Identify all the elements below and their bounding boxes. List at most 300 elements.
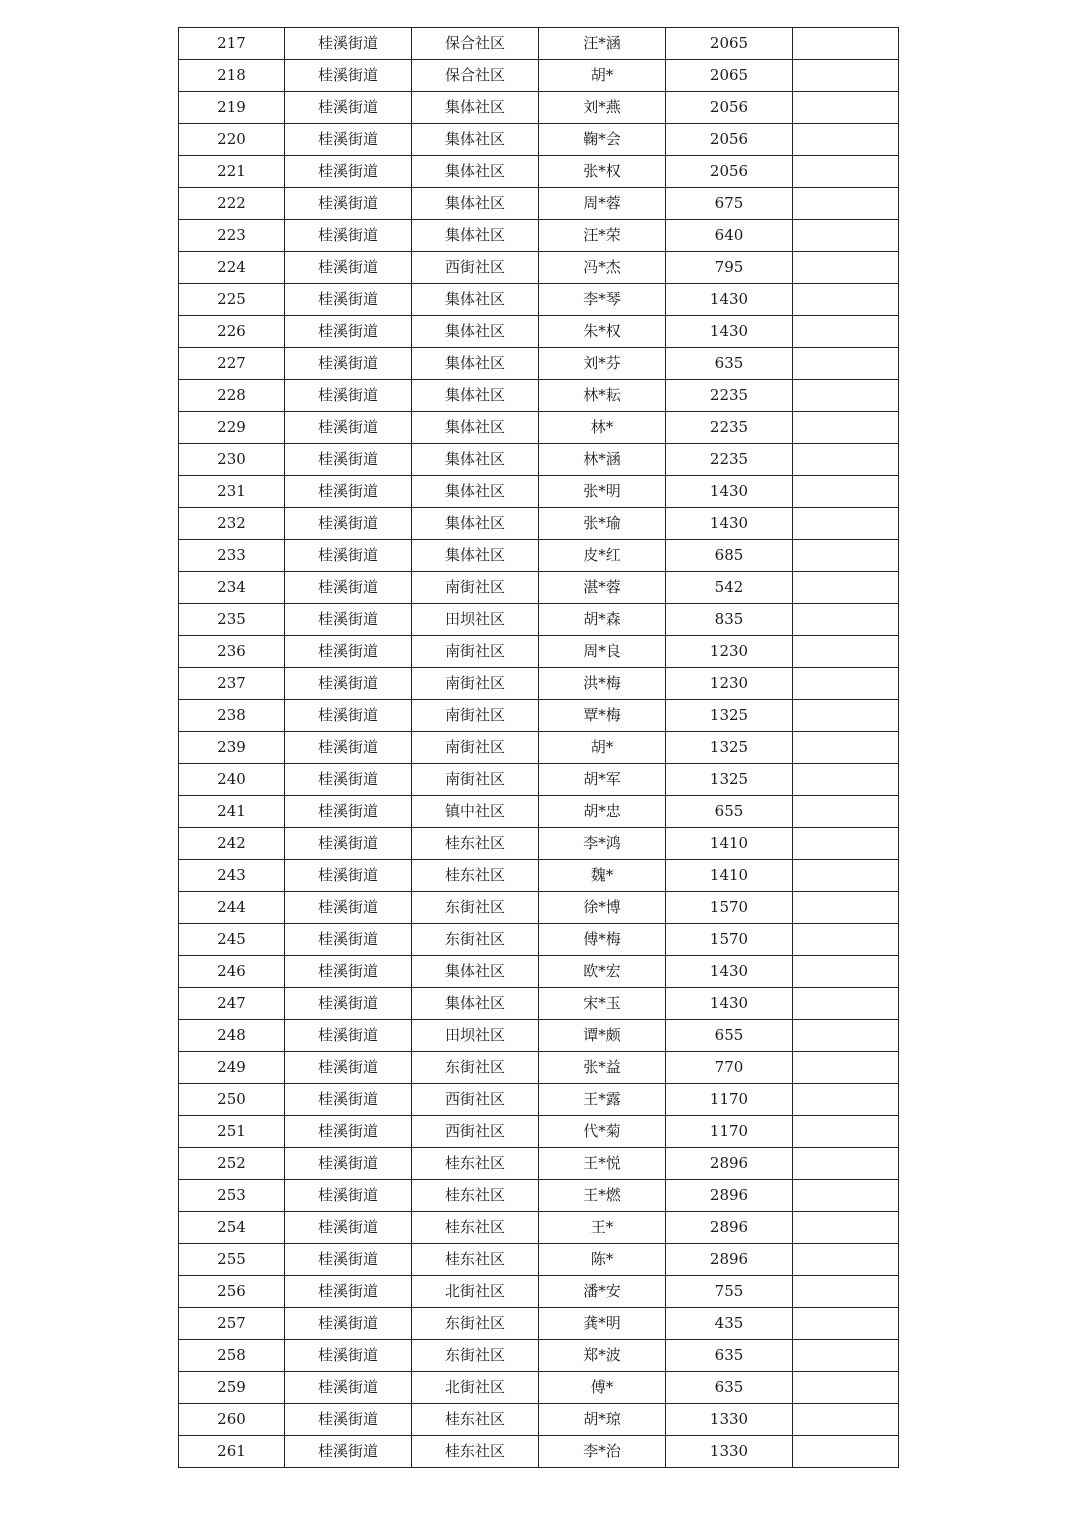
remark-cell (793, 220, 899, 252)
amount-cell: 1325 (666, 700, 793, 732)
remark-cell (793, 764, 899, 796)
community-cell: 西街社区 (412, 1084, 539, 1116)
table-row (179, 1212, 899, 1244)
table-row (179, 860, 899, 892)
street-cell: 桂溪街道 (285, 28, 412, 60)
street-cell: 桂溪街道 (285, 1372, 412, 1404)
row-number-cell: 232 (179, 508, 285, 540)
table-row (179, 572, 899, 604)
row-number-cell: 247 (179, 988, 285, 1020)
street-cell: 桂溪街道 (285, 1116, 412, 1148)
table-row (179, 412, 899, 444)
name-cell: 胡* (539, 732, 666, 764)
community-cell: 集体社区 (412, 444, 539, 476)
amount-cell: 1430 (666, 316, 793, 348)
name-cell: 张*瑜 (539, 508, 666, 540)
street-cell: 桂溪街道 (285, 732, 412, 764)
name-cell: 刘*燕 (539, 92, 666, 124)
name-cell: 皮*红 (539, 540, 666, 572)
remark-cell (793, 444, 899, 476)
name-cell: 李*鸿 (539, 828, 666, 860)
street-cell: 桂溪街道 (285, 124, 412, 156)
roster-table-body (179, 28, 899, 1468)
row-number-cell: 223 (179, 220, 285, 252)
amount-cell: 1330 (666, 1436, 793, 1468)
community-cell: 保合社区 (412, 28, 539, 60)
amount-cell: 685 (666, 540, 793, 572)
street-cell: 桂溪街道 (285, 1340, 412, 1372)
row-number-cell: 257 (179, 1308, 285, 1340)
table-row (179, 1276, 899, 1308)
table-row (179, 92, 899, 124)
street-cell: 桂溪街道 (285, 92, 412, 124)
name-cell: 李*琴 (539, 284, 666, 316)
remark-cell (793, 28, 899, 60)
amount-cell: 2056 (666, 92, 793, 124)
street-cell: 桂溪街道 (285, 412, 412, 444)
name-cell: 汪*荣 (539, 220, 666, 252)
row-number-cell: 243 (179, 860, 285, 892)
street-cell: 桂溪街道 (285, 380, 412, 412)
table-row (179, 476, 899, 508)
table-row (179, 1180, 899, 1212)
street-cell: 桂溪街道 (285, 1212, 412, 1244)
remark-cell (793, 956, 899, 988)
community-cell: 桂东社区 (412, 1404, 539, 1436)
community-cell: 东街社区 (412, 1308, 539, 1340)
name-cell: 洪*梅 (539, 668, 666, 700)
street-cell: 桂溪街道 (285, 1404, 412, 1436)
street-cell: 桂溪街道 (285, 1052, 412, 1084)
street-cell: 桂溪街道 (285, 860, 412, 892)
community-cell: 北街社区 (412, 1372, 539, 1404)
table-row (179, 1084, 899, 1116)
remark-cell (793, 476, 899, 508)
remark-cell (793, 988, 899, 1020)
name-cell: 谭*颇 (539, 1020, 666, 1052)
street-cell: 桂溪街道 (285, 444, 412, 476)
row-number-cell: 217 (179, 28, 285, 60)
table-row (179, 508, 899, 540)
amount-cell: 755 (666, 1276, 793, 1308)
table-row (179, 1308, 899, 1340)
table-row (179, 956, 899, 988)
table-row (179, 284, 899, 316)
row-number-cell: 250 (179, 1084, 285, 1116)
name-cell: 王*燃 (539, 1180, 666, 1212)
street-cell: 桂溪街道 (285, 636, 412, 668)
table-row (179, 764, 899, 796)
name-cell: 胡*军 (539, 764, 666, 796)
street-cell: 桂溪街道 (285, 956, 412, 988)
name-cell: 周*蓉 (539, 188, 666, 220)
remark-cell (793, 668, 899, 700)
remark-cell (793, 1212, 899, 1244)
remark-cell (793, 1276, 899, 1308)
name-cell: 郑*波 (539, 1340, 666, 1372)
remark-cell (793, 604, 899, 636)
remark-cell (793, 508, 899, 540)
row-number-cell: 235 (179, 604, 285, 636)
table-row (179, 668, 899, 700)
remark-cell (793, 1372, 899, 1404)
street-cell: 桂溪街道 (285, 700, 412, 732)
row-number-cell: 231 (179, 476, 285, 508)
row-number-cell: 261 (179, 1436, 285, 1468)
name-cell: 代*菊 (539, 1116, 666, 1148)
street-cell: 桂溪街道 (285, 1180, 412, 1212)
amount-cell: 1430 (666, 284, 793, 316)
table-row (179, 1148, 899, 1180)
street-cell: 桂溪街道 (285, 156, 412, 188)
table-row (179, 1372, 899, 1404)
table-row (179, 540, 899, 572)
remark-cell (793, 924, 899, 956)
community-cell: 南街社区 (412, 732, 539, 764)
remark-cell (793, 1148, 899, 1180)
row-number-cell: 229 (179, 412, 285, 444)
amount-cell: 2896 (666, 1212, 793, 1244)
remark-cell (793, 572, 899, 604)
amount-cell: 1170 (666, 1116, 793, 1148)
row-number-cell: 238 (179, 700, 285, 732)
street-cell: 桂溪街道 (285, 1148, 412, 1180)
row-number-cell: 246 (179, 956, 285, 988)
remark-cell (793, 1308, 899, 1340)
table-row (179, 348, 899, 380)
row-number-cell: 253 (179, 1180, 285, 1212)
remark-cell (793, 188, 899, 220)
amount-cell: 1430 (666, 476, 793, 508)
amount-cell: 635 (666, 348, 793, 380)
table-row (179, 828, 899, 860)
community-cell: 集体社区 (412, 508, 539, 540)
remark-cell (793, 1244, 899, 1276)
remark-cell (793, 348, 899, 380)
street-cell: 桂溪街道 (285, 764, 412, 796)
community-cell: 集体社区 (412, 348, 539, 380)
amount-cell: 1325 (666, 764, 793, 796)
row-number-cell: 260 (179, 1404, 285, 1436)
row-number-cell: 245 (179, 924, 285, 956)
street-cell: 桂溪街道 (285, 1244, 412, 1276)
row-number-cell: 222 (179, 188, 285, 220)
name-cell: 朱*权 (539, 316, 666, 348)
community-cell: 桂东社区 (412, 828, 539, 860)
name-cell: 胡* (539, 60, 666, 92)
remark-cell (793, 1084, 899, 1116)
table-row (179, 1244, 899, 1276)
name-cell: 张*权 (539, 156, 666, 188)
row-number-cell: 240 (179, 764, 285, 796)
remark-cell (793, 316, 899, 348)
community-cell: 集体社区 (412, 316, 539, 348)
amount-cell: 435 (666, 1308, 793, 1340)
name-cell: 胡*忠 (539, 796, 666, 828)
amount-cell: 635 (666, 1340, 793, 1372)
community-cell: 南街社区 (412, 700, 539, 732)
street-cell: 桂溪街道 (285, 60, 412, 92)
community-cell: 集体社区 (412, 284, 539, 316)
name-cell: 傅* (539, 1372, 666, 1404)
amount-cell: 770 (666, 1052, 793, 1084)
name-cell: 汪*涵 (539, 28, 666, 60)
row-number-cell: 225 (179, 284, 285, 316)
street-cell: 桂溪街道 (285, 1436, 412, 1468)
remark-cell (793, 732, 899, 764)
row-number-cell: 254 (179, 1212, 285, 1244)
row-number-cell: 249 (179, 1052, 285, 1084)
street-cell: 桂溪街道 (285, 316, 412, 348)
table-row (179, 1020, 899, 1052)
remark-cell (793, 1404, 899, 1436)
row-number-cell: 248 (179, 1020, 285, 1052)
name-cell: 鞠*会 (539, 124, 666, 156)
remark-cell (793, 60, 899, 92)
street-cell: 桂溪街道 (285, 1308, 412, 1340)
name-cell: 王*露 (539, 1084, 666, 1116)
name-cell: 宋*玉 (539, 988, 666, 1020)
community-cell: 集体社区 (412, 988, 539, 1020)
remark-cell (793, 380, 899, 412)
community-cell: 桂东社区 (412, 860, 539, 892)
amount-cell: 2065 (666, 28, 793, 60)
table-row (179, 796, 899, 828)
amount-cell: 1170 (666, 1084, 793, 1116)
community-cell: 集体社区 (412, 956, 539, 988)
name-cell: 魏* (539, 860, 666, 892)
name-cell: 冯*杰 (539, 252, 666, 284)
community-cell: 桂东社区 (412, 1244, 539, 1276)
community-cell: 西街社区 (412, 252, 539, 284)
table-row (179, 1116, 899, 1148)
table-row (179, 636, 899, 668)
street-cell: 桂溪街道 (285, 1084, 412, 1116)
street-cell: 桂溪街道 (285, 1276, 412, 1308)
name-cell: 刘*芬 (539, 348, 666, 380)
street-cell: 桂溪街道 (285, 604, 412, 636)
roster-table (178, 27, 899, 1468)
row-number-cell: 258 (179, 1340, 285, 1372)
row-number-cell: 252 (179, 1148, 285, 1180)
table-row (179, 156, 899, 188)
table-row (179, 1340, 899, 1372)
community-cell: 南街社区 (412, 764, 539, 796)
amount-cell: 1410 (666, 860, 793, 892)
table-row (179, 252, 899, 284)
amount-cell: 2056 (666, 124, 793, 156)
table-row (179, 28, 899, 60)
remark-cell (793, 1116, 899, 1148)
name-cell: 张*明 (539, 476, 666, 508)
name-cell: 王* (539, 1212, 666, 1244)
remark-cell (793, 860, 899, 892)
name-cell: 徐*博 (539, 892, 666, 924)
amount-cell: 2896 (666, 1148, 793, 1180)
community-cell: 桂东社区 (412, 1148, 539, 1180)
amount-cell: 2896 (666, 1180, 793, 1212)
street-cell: 桂溪街道 (285, 220, 412, 252)
community-cell: 集体社区 (412, 124, 539, 156)
street-cell: 桂溪街道 (285, 508, 412, 540)
community-cell: 北街社区 (412, 1276, 539, 1308)
community-cell: 南街社区 (412, 636, 539, 668)
row-number-cell: 220 (179, 124, 285, 156)
row-number-cell: 239 (179, 732, 285, 764)
remark-cell (793, 636, 899, 668)
table-row (179, 988, 899, 1020)
street-cell: 桂溪街道 (285, 252, 412, 284)
street-cell: 桂溪街道 (285, 476, 412, 508)
row-number-cell: 251 (179, 1116, 285, 1148)
name-cell: 胡*森 (539, 604, 666, 636)
community-cell: 东街社区 (412, 1052, 539, 1084)
remark-cell (793, 796, 899, 828)
amount-cell: 1230 (666, 668, 793, 700)
remark-cell (793, 1052, 899, 1084)
remark-cell (793, 1340, 899, 1372)
row-number-cell: 227 (179, 348, 285, 380)
amount-cell: 2235 (666, 444, 793, 476)
name-cell: 林*涵 (539, 444, 666, 476)
amount-cell: 2235 (666, 412, 793, 444)
amount-cell: 2235 (666, 380, 793, 412)
community-cell: 南街社区 (412, 668, 539, 700)
remark-cell (793, 540, 899, 572)
table-row (179, 892, 899, 924)
remark-cell (793, 92, 899, 124)
amount-cell: 1570 (666, 892, 793, 924)
amount-cell: 1570 (666, 924, 793, 956)
row-number-cell: 228 (179, 380, 285, 412)
amount-cell: 655 (666, 796, 793, 828)
name-cell: 李*治 (539, 1436, 666, 1468)
community-cell: 田坝社区 (412, 1020, 539, 1052)
community-cell: 集体社区 (412, 476, 539, 508)
community-cell: 集体社区 (412, 540, 539, 572)
remark-cell (793, 124, 899, 156)
name-cell: 林*耘 (539, 380, 666, 412)
community-cell: 桂东社区 (412, 1436, 539, 1468)
community-cell: 桂东社区 (412, 1212, 539, 1244)
table-row (179, 444, 899, 476)
amount-cell: 1430 (666, 508, 793, 540)
community-cell: 保合社区 (412, 60, 539, 92)
amount-cell: 1430 (666, 956, 793, 988)
remark-cell (793, 828, 899, 860)
remark-cell (793, 284, 899, 316)
amount-cell: 835 (666, 604, 793, 636)
table-row (179, 732, 899, 764)
community-cell: 桂东社区 (412, 1180, 539, 1212)
remark-cell (793, 412, 899, 444)
amount-cell: 1410 (666, 828, 793, 860)
table-row (179, 316, 899, 348)
table-row (179, 1052, 899, 1084)
street-cell: 桂溪街道 (285, 796, 412, 828)
row-number-cell: 221 (179, 156, 285, 188)
amount-cell: 640 (666, 220, 793, 252)
remark-cell (793, 156, 899, 188)
amount-cell: 655 (666, 1020, 793, 1052)
amount-cell: 2896 (666, 1244, 793, 1276)
row-number-cell: 259 (179, 1372, 285, 1404)
community-cell: 集体社区 (412, 156, 539, 188)
community-cell: 西街社区 (412, 1116, 539, 1148)
name-cell: 张*益 (539, 1052, 666, 1084)
row-number-cell: 226 (179, 316, 285, 348)
remark-cell (793, 892, 899, 924)
street-cell: 桂溪街道 (285, 348, 412, 380)
street-cell: 桂溪街道 (285, 1020, 412, 1052)
table-row (179, 924, 899, 956)
row-number-cell: 256 (179, 1276, 285, 1308)
amount-cell: 2056 (666, 156, 793, 188)
amount-cell: 1330 (666, 1404, 793, 1436)
amount-cell: 795 (666, 252, 793, 284)
community-cell: 田坝社区 (412, 604, 539, 636)
row-number-cell: 218 (179, 60, 285, 92)
amount-cell: 542 (666, 572, 793, 604)
community-cell: 集体社区 (412, 220, 539, 252)
row-number-cell: 219 (179, 92, 285, 124)
row-number-cell: 241 (179, 796, 285, 828)
row-number-cell: 242 (179, 828, 285, 860)
remark-cell (793, 1436, 899, 1468)
name-cell: 潘*安 (539, 1276, 666, 1308)
community-cell: 镇中社区 (412, 796, 539, 828)
name-cell: 傅*梅 (539, 924, 666, 956)
name-cell: 覃*梅 (539, 700, 666, 732)
street-cell: 桂溪街道 (285, 988, 412, 1020)
amount-cell: 635 (666, 1372, 793, 1404)
name-cell: 林* (539, 412, 666, 444)
amount-cell: 675 (666, 188, 793, 220)
amount-cell: 1325 (666, 732, 793, 764)
name-cell: 湛*蓉 (539, 572, 666, 604)
street-cell: 桂溪街道 (285, 668, 412, 700)
table-row (179, 1404, 899, 1436)
table-row (179, 188, 899, 220)
street-cell: 桂溪街道 (285, 892, 412, 924)
community-cell: 集体社区 (412, 188, 539, 220)
table-row (179, 220, 899, 252)
row-number-cell: 224 (179, 252, 285, 284)
community-cell: 东街社区 (412, 892, 539, 924)
community-cell: 集体社区 (412, 92, 539, 124)
community-cell: 集体社区 (412, 412, 539, 444)
table-row (179, 380, 899, 412)
remark-cell (793, 1020, 899, 1052)
table-row (179, 1436, 899, 1468)
row-number-cell: 236 (179, 636, 285, 668)
street-cell: 桂溪街道 (285, 284, 412, 316)
amount-cell: 1230 (666, 636, 793, 668)
row-number-cell: 233 (179, 540, 285, 572)
name-cell: 周*良 (539, 636, 666, 668)
street-cell: 桂溪街道 (285, 188, 412, 220)
remark-cell (793, 1180, 899, 1212)
name-cell: 欧*宏 (539, 956, 666, 988)
name-cell: 胡*琼 (539, 1404, 666, 1436)
community-cell: 南街社区 (412, 572, 539, 604)
community-cell: 集体社区 (412, 380, 539, 412)
street-cell: 桂溪街道 (285, 572, 412, 604)
remark-cell (793, 252, 899, 284)
name-cell: 陈* (539, 1244, 666, 1276)
street-cell: 桂溪街道 (285, 540, 412, 572)
amount-cell: 2065 (666, 60, 793, 92)
